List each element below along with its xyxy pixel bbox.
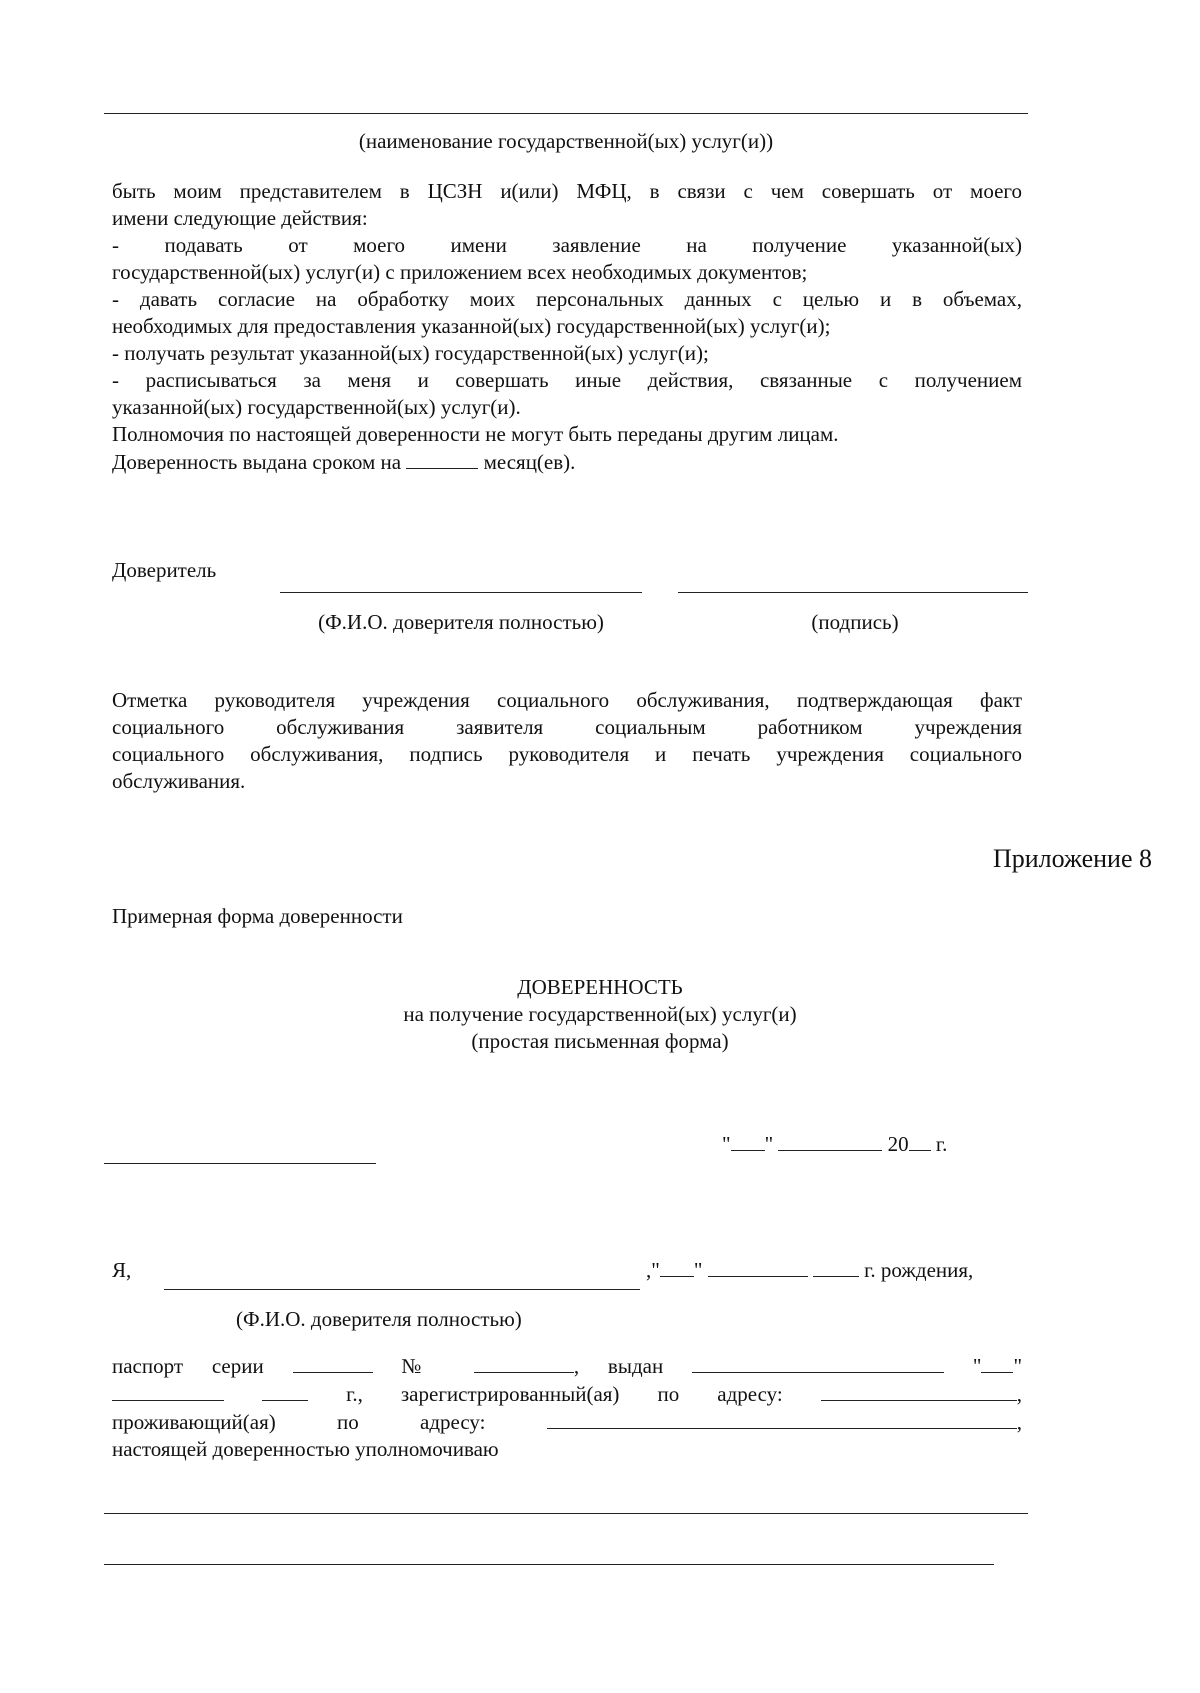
person-fio-caption: (Ф.И.О. доверителя полностью) [236, 1307, 522, 1331]
authority-item: - получать результат указанной(ых) государственной(ых) услуг(и); [112, 341, 709, 365]
authority-item: указанной(ых) государственной(ых) услуг(и). [112, 395, 521, 419]
birth-date [646, 1256, 973, 1284]
person-i-label: Я, [112, 1258, 132, 1282]
no-transfer-text: Полномочия по настоящей доверенности не могут быть переданы другим лицам. [112, 422, 839, 446]
authority-item: необходимых для предоставления указанной(ых) государственной(ых) услуг(и); [112, 314, 831, 338]
term-text [112, 448, 1022, 476]
passport-line [112, 1380, 1022, 1408]
date-quote-close: " [764, 1132, 774, 1156]
passport-number-blank[interactable] [474, 1352, 574, 1373]
mark-line: Отметка руководителя учреждения социального обслуживания, подтверждающая факт [112, 688, 1022, 712]
residing-address-blank[interactable] [547, 1408, 1017, 1429]
issue-year-blank[interactable] [262, 1380, 308, 1401]
service-name-line[interactable] [104, 113, 1028, 114]
passport-number-sign: № [401, 1354, 446, 1378]
issue-quote-close: " [1013, 1354, 1023, 1378]
date-quote-open: " [722, 1132, 731, 1156]
authorize-text: настоящей доверенностью уполномочиваю [112, 1437, 499, 1461]
passport-issuer-blank[interactable] [692, 1352, 944, 1373]
principal-label: Доверитель [112, 558, 217, 582]
date-day-blank[interactable] [731, 1130, 765, 1151]
authority-line: имени следующие действия: [112, 206, 368, 230]
passport-line [112, 1408, 1022, 1436]
mark-line: социального обслуживания, подпись руководителя и печать учреждения социального [112, 742, 1022, 766]
appendix-label: Приложение 8 [992, 844, 1152, 873]
passport-paragraph [112, 1352, 1022, 1463]
date-month-blank[interactable] [778, 1130, 882, 1151]
term-prefix: Доверенность выдана сроком на [112, 450, 402, 474]
residing-label: проживающий(ая) по адресу: [112, 1410, 486, 1434]
principal-signature-caption: (подпись) [811, 610, 899, 634]
service-name-caption: (наименование государственной(ых) услуг(и)) [358, 129, 774, 153]
passport-line [112, 1352, 1022, 1380]
birth-day-blank[interactable] [660, 1256, 694, 1277]
residing-comma: , [1016, 1410, 1022, 1434]
authority-paragraph [112, 178, 1022, 476]
passport-issued-label: , выдан [573, 1354, 664, 1378]
date-line [722, 1130, 947, 1158]
mark-line: социального обслуживания заявителя социальным работником учреждения [112, 715, 1022, 739]
sample-form-label: Примерная форма доверенности [112, 904, 403, 928]
principal-fio-line[interactable] [280, 592, 642, 593]
term-months-blank[interactable] [406, 448, 478, 469]
principal-signature-line[interactable] [678, 592, 1028, 593]
document-subtitle-form: (простая письменная форма) [471, 1029, 729, 1053]
attorney-line-1[interactable] [104, 1513, 1028, 1514]
registered-address-blank[interactable] [821, 1380, 1017, 1401]
date-year-suffix: г. [935, 1132, 948, 1156]
birth-quote-close: " [693, 1258, 703, 1282]
authority-line: быть моим представителем в ЦСЗН и(или) МФЦ, в связи с чем совершать от моего [112, 179, 1022, 203]
authority-item: - подавать от моего имени заявление на получение указанной(ых) [112, 233, 1022, 257]
issue-quote-open: " [972, 1354, 982, 1378]
registered-label: г., зарегистрированный(ая) по адресу: [346, 1382, 783, 1406]
date-year-prefix: 20 [887, 1132, 909, 1156]
person-fio-line[interactable] [164, 1289, 640, 1290]
authority-item: - расписываться за меня и совершать иные действия, связанные с получением [112, 368, 1022, 392]
mark-line: обслуживания. [112, 769, 246, 793]
attorney-line-2[interactable] [104, 1564, 994, 1565]
registered-comma: , [1016, 1382, 1022, 1406]
authority-item: государственной(ых) услуг(и) с приложением всех необходимых документов; [112, 260, 808, 284]
birth-month-blank[interactable] [708, 1256, 808, 1277]
document-subtitle: на получение государственной(ых) услуг(и) [403, 1002, 797, 1026]
principal-fio-caption: (Ф.И.О. доверителя полностью) [318, 610, 604, 634]
authority-item: - давать согласие на обработку моих персональных данных с целью и в объемах, [112, 287, 1022, 311]
birth-year-blank[interactable] [813, 1256, 859, 1277]
mark-paragraph [112, 687, 1022, 795]
date-year-blank[interactable] [909, 1130, 931, 1151]
passport-series-label: паспорт серии [112, 1354, 264, 1378]
issue-day-blank[interactable] [981, 1352, 1013, 1373]
term-suffix: месяц(ев). [483, 450, 576, 474]
place-line[interactable] [104, 1163, 376, 1164]
birth-quote-open: ," [646, 1258, 660, 1282]
passport-series-blank[interactable] [293, 1352, 373, 1373]
document-title: ДОВЕРЕННОСТЬ [517, 975, 683, 999]
birth-suffix: г. рождения, [864, 1258, 974, 1282]
issue-month-blank[interactable] [112, 1380, 224, 1401]
